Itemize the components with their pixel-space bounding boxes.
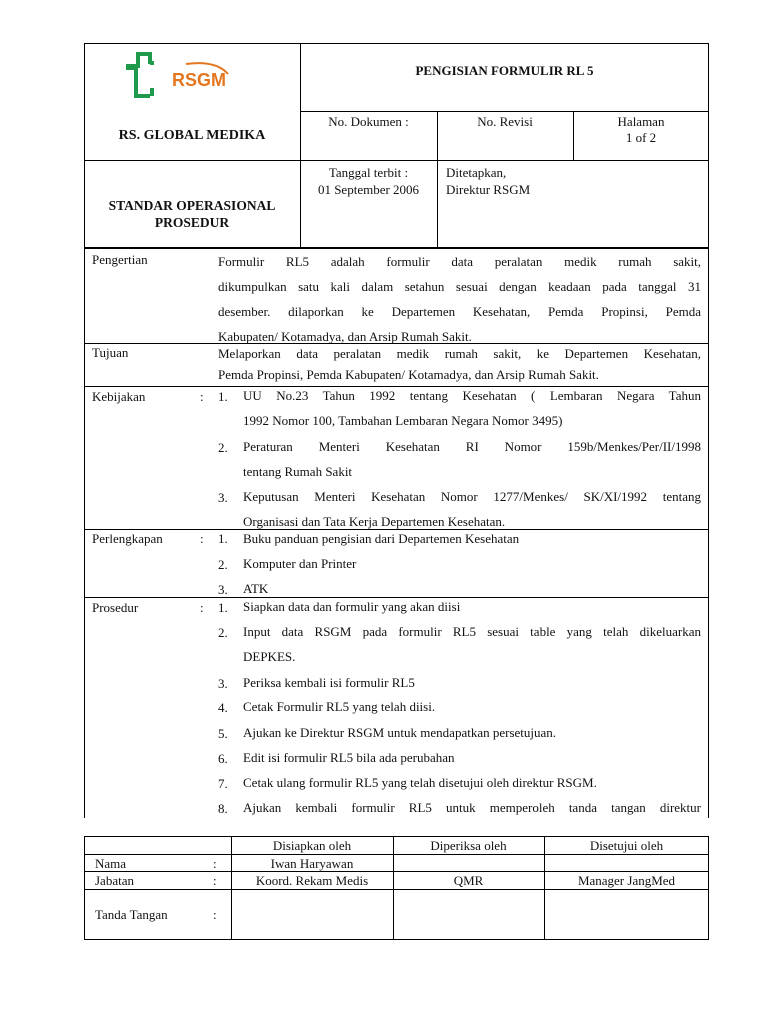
prosedur-item [243,770,701,795]
pengertian-line: Kabupaten/ Kotamadya, dan Arsip Rumah Sakit. [218,329,472,344]
signature-divider [84,854,709,855]
prosedur-number: 7. [218,776,228,791]
sop-title-line2: PROSEDUR [154,215,230,230]
prosedur-item [243,795,701,817]
tujuan-label: Tujuan [92,345,129,360]
kebijakan-item-line: Keputusan Menteri Kesehatan Nomor 1277/Menkes/ SK/XI/1992 tentang [243,489,701,504]
prosedur-item [243,694,701,719]
perlengkapan-number: 2. [218,557,228,572]
prosedur-item-line: Cetak ulang formulir RL5 yang telah disetujui oleh direktur RSGM. [243,775,597,790]
prosedur-number: 8. [218,801,228,816]
hospital-name: RS. GLOBAL MEDIKA [118,128,266,143]
col-header-diperiksa: Diperiksa oleh [430,838,507,853]
tanda-tangan-label: Tanda Tangan [95,907,168,922]
kebijakan-label: Kebijakan [92,389,146,404]
kebijakan-item-line: UU No.23 Tahun 1992 tentang Kesehatan ( Lembaran Negara Tahun [243,388,701,403]
prosedur-item-line: Ajukan kembali formulir RL5 untuk memperoleh tanda tangan direktur [243,800,701,815]
signature-divider [84,889,709,890]
perlengkapan-colon: : [200,531,204,546]
sop-title [84,197,300,231]
prosedur-item [243,670,701,695]
jabatan-disiapkan: Koord. Rekam Medis [255,873,369,888]
tanggal-value: 01 September 2006 [317,182,420,197]
tanggal-terbit [300,164,437,198]
header-divider [437,111,438,248]
prosedur-item-line: Periksa kembali isi formulir RL5 [243,675,415,690]
perlengkapan-number: 3. [218,582,228,597]
prosedur-item-line: Cetak Formulir RL5 yang telah diisi. [243,699,436,714]
jabatan-diperiksa: QMR [453,873,484,888]
prosedur-number: 6. [218,751,228,766]
logo-text: RSGM [172,70,226,90]
perlengkapan-label: Perlengkapan [92,531,163,546]
ditetapkan-label: Ditetapkan, [446,165,507,180]
header-divider [84,160,709,161]
jabatan-label: Jabatan [95,873,134,888]
nama-colon: : [213,856,217,871]
prosedur-number: 5. [218,726,228,741]
prosedur-item-line: Siapkan data dan formulir yang akan diisi [243,599,461,614]
no-revisi-label: No. Revisi [477,114,533,129]
kebijakan-item-line: Peraturan Menteri Kesehatan RI Nomor 159b/Menkes/Per/II/1998 [243,439,701,454]
prosedur-colon: : [200,600,204,615]
header-divider [300,111,709,112]
prosedur-item-line: Input data RSGM pada formulir RL5 sesuai table yang telah dikeluarkan [243,624,701,639]
perlengkapan-number: 1. [218,531,228,546]
tujuan-text [218,343,701,385]
ditetapkan-value: Direktur RSGM [446,182,531,197]
kebijakan-item [243,383,701,433]
prosedur-number: 2. [218,625,228,640]
tanda-tangan-colon: : [213,907,217,922]
ditetapkan [446,164,696,198]
prosedur-item [243,594,701,619]
jabatan-disetujui: Manager JangMed [577,873,676,888]
perlengkapan-item: Buku panduan pengisian dari Departemen Kesehatan [243,531,520,546]
pengertian-label: Pengertian [92,252,148,267]
hospital-logo [124,52,234,102]
prosedur-item [243,619,701,669]
halaman-label: Halaman [617,114,665,129]
prosedur-item-line: DEPKES. [243,649,296,664]
jabatan-colon: : [213,873,217,888]
no-dokumen-label: No. Dokumen : [328,114,409,129]
tanggal-label: Tanggal terbit : [328,165,409,180]
tujuan-line: Pemda Propinsi, Pemda Kabupaten/ Kotamadya, dan Arsip Rumah Sakit. [218,367,599,382]
prosedur-item [243,745,701,770]
kebijakan-item-line: tentang Rumah Sakit [243,464,353,479]
prosedur-item-line: Ajukan ke Direktur RSGM untuk mendapatkan persetujuan. [243,725,557,740]
kebijakan-colon: : [200,389,204,404]
prosedur-label: Prosedur [92,600,139,615]
prosedur-number: 3. [218,676,228,691]
document-title: PENGISIAN FORMULIR RL 5 [415,63,594,78]
kebijakan-item-line: 1992 Nomor 100, Tambahan Lembaran Negara Nomor 3495) [243,413,563,428]
kebijakan-item [243,434,701,484]
sop-title-line1: STANDAR OPERASIONAL [108,198,276,213]
perlengkapan-item: Komputer dan Printer [243,556,357,571]
pengertian-text [218,249,701,349]
halaman-value: 1 of 2 [625,130,657,145]
pengertian-line: desember. dilaporkan ke Departemen Kesehatan, Pemda Propinsi, Pemda [218,304,701,319]
tujuan-line: Melaporkan data peralatan medik rumah sakit, ke Departemen Kesehatan, [218,346,701,361]
kebijakan-number: 3. [218,490,228,505]
nama-label: Nama [95,856,127,871]
perlengkapan-item: ATK [243,581,269,596]
pengertian-line: dikumpulkan satu kali dalam setahun sesuai dengan keadaan pada tanggal 31 [218,279,701,294]
prosedur-item [243,720,701,745]
col-header-disiapkan: Disiapkan oleh [272,838,352,853]
prosedur-number: 4. [218,700,228,715]
signature-divider [84,871,709,872]
prosedur-item-line: Edit isi formulir RL5 bila ada perubahan [243,750,455,765]
nama-disiapkan: Iwan Haryawan [270,856,354,871]
prosedur-number: 1. [218,600,228,615]
col-header-disetujui: Disetujui oleh [589,838,664,853]
pengertian-line: Formulir RL5 adalah formulir data peralatan medik rumah sakit, [218,254,701,269]
kebijakan-number: 2. [218,440,228,455]
kebijakan-item-line: Organisasi dan Tata Kerja Departemen Kesehatan. [243,514,506,529]
kebijakan-number: 1. [218,389,228,404]
